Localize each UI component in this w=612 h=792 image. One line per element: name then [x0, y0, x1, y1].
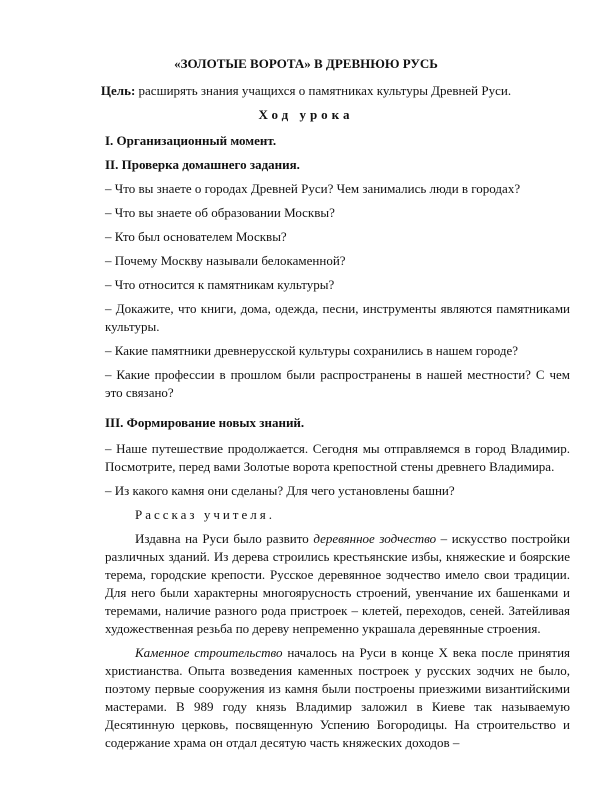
question-item: – Что относится к памятникам культуры?: [105, 277, 335, 292]
story-text: Издавна на Руси было развито: [135, 531, 314, 546]
goal-label: Цель:: [100, 83, 136, 98]
story-text: началось на Руси в конце X века после принятия христианства. Опыта возведения каменных построек у русских зодчих не было, поэтому первые сооружения из камня были построены приезжими византийскими мастерами. В 989 году князь Владимир заложил в Киеве так называемую Десятинную церковь, посвященную Успению Богородицы. На строительство и содержание храма он отдал десятую часть княжеских доходов –: [105, 645, 571, 750]
story-paragraph-2: [105, 644, 570, 752]
section-heading-3: III. Формирование новых знаний.: [105, 415, 305, 430]
question-item: – Докажите, что книги, дома, одежда, песни, инструменты являются памятниками культуры.: [105, 301, 570, 334]
question-item: – Какие памятники древнерусской культуры сохранились в нашем городе?: [105, 343, 519, 358]
section-heading-1: I. Организационный момент.: [105, 133, 277, 148]
new-knowledge-item: – Из какого камня они сделаны? Для чего установлены башни?: [105, 483, 455, 498]
question-item: – Что вы знаете о городах Древней Руси? Чем занимались люди в городах?: [105, 181, 521, 196]
lesson-body: [105, 132, 570, 752]
page-title: «ЗОЛОТЫЕ ВОРОТА» В ДРЕВНЮЮ РУСЬ: [174, 56, 438, 71]
story-heading: Рассказ учителя.: [135, 507, 275, 522]
question-item: – Какие профессии в прошлом были распространены в нашей местности? С чем это связано?: [105, 367, 570, 400]
story-term: Каменное строительство: [135, 645, 283, 660]
lesson-goal: [0, 82, 612, 100]
question-item: – Что вы знаете об образовании Москвы?: [105, 205, 335, 220]
story-text: – искусство постройки различных зданий. Из дерева строились крестьянские избы, княжеские и боярские терема, городские крепости. Русское деревянное зодчество имело свои традиции. Для него были характерны многоярусность строений, увенчание их башенками и теремами, наличие разного рода пристроек – клетей, переходов, сеней. Затейливая художественная резьба по дереву непременно украшала деревянные строения.: [105, 531, 571, 636]
lesson-heading: Ход урока: [258, 107, 354, 122]
story-paragraph-1: [105, 530, 570, 638]
new-knowledge-item: – Наше путешествие продолжается. Сегодня мы отправляемся в город Владимир. Посмотрите, перед вами Золотые ворота крепостной стены древнего Владимира.: [105, 441, 570, 474]
goal-text: расширять знания учащихся о памятниках культуры Древней Руси.: [135, 83, 512, 98]
question-item: – Почему Москву называли белокаменной?: [105, 253, 346, 268]
section-heading-2: II. Проверка домашнего задания.: [105, 157, 300, 172]
story-term: деревянное зодчество: [313, 531, 437, 546]
question-item: – Кто был основателем Москвы?: [105, 229, 287, 244]
